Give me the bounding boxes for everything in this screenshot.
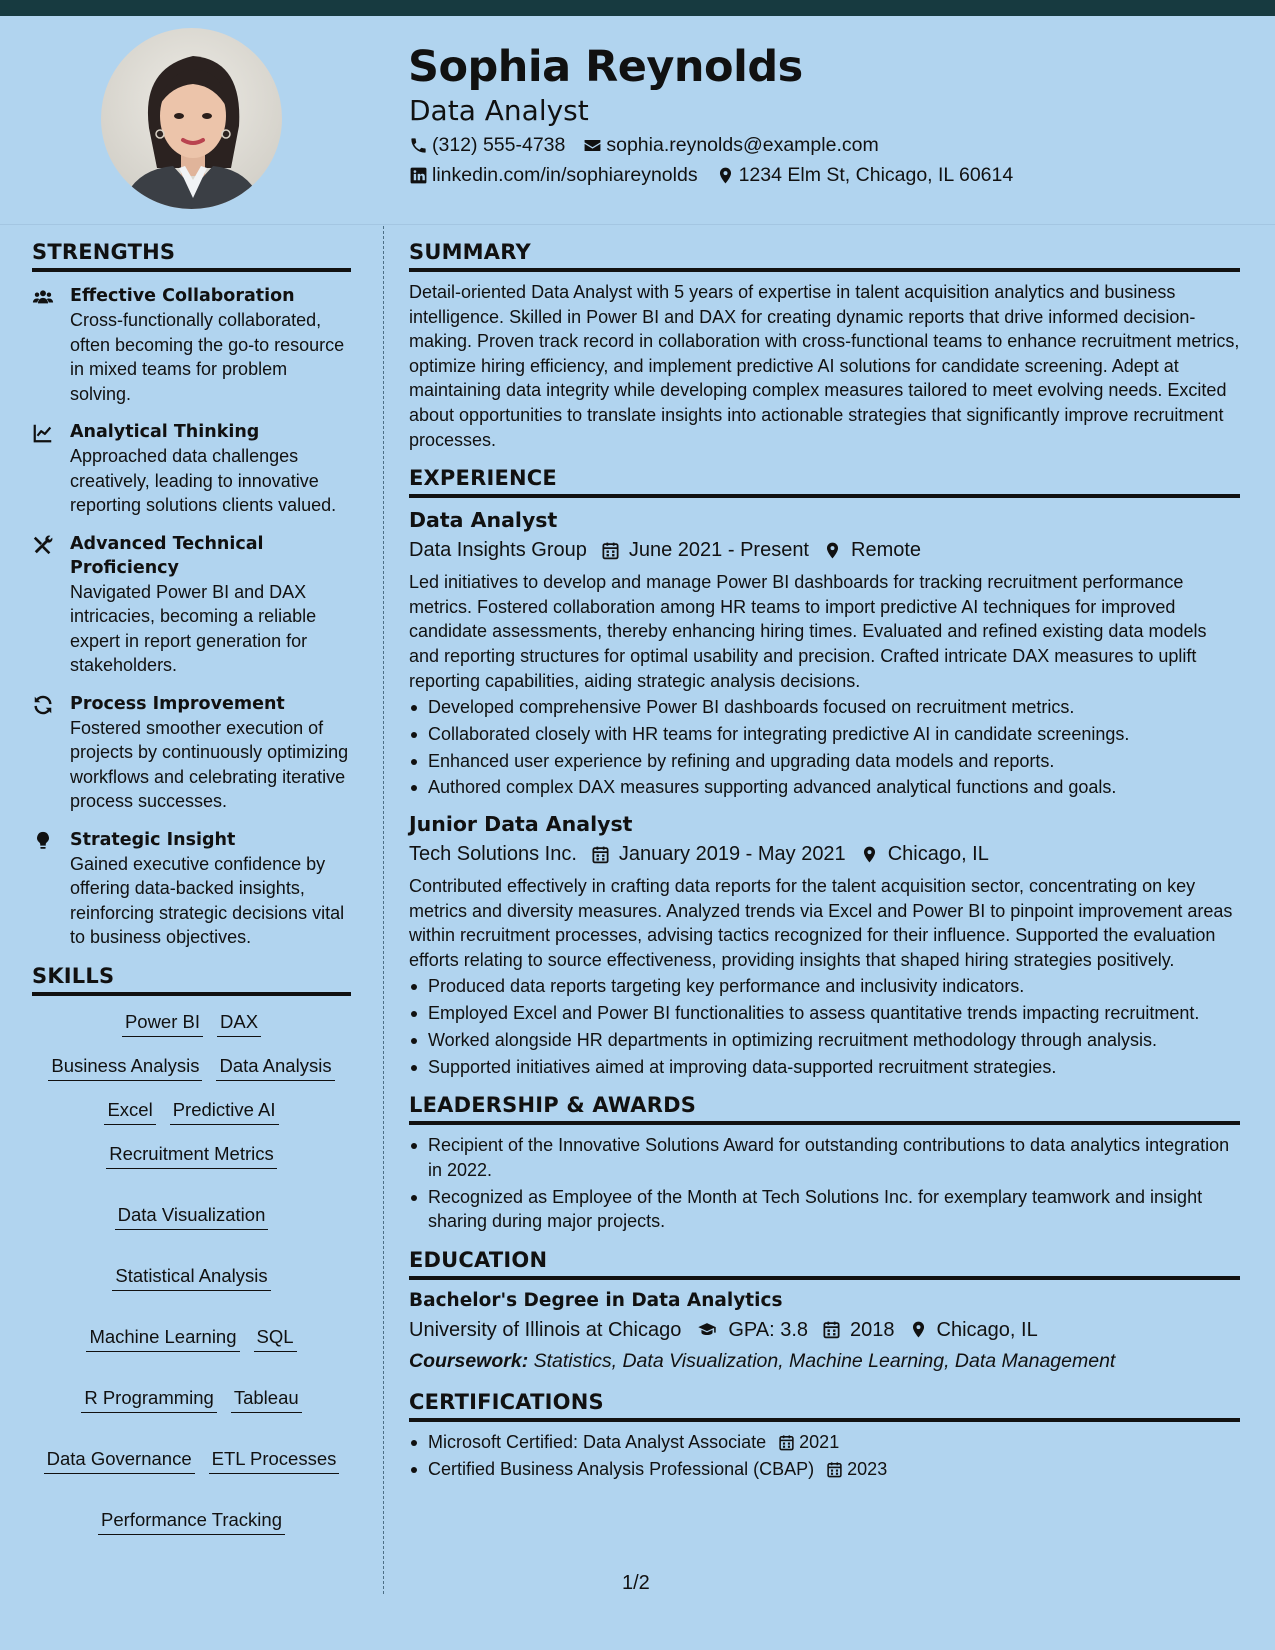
strength-description: Cross-functionally collaborated, often becoming the go-to resource in mixed teams for problem solving. (70, 310, 345, 404)
skills-heading: SKILLS (32, 964, 351, 996)
award-item: Recipient of the Innovative Solutions Award for outstanding contributions to data analytics integration in 2022. (409, 1133, 1240, 1182)
skill-tag: Data Analysis (216, 1054, 334, 1081)
strengths-list (32, 284, 351, 950)
award-item: Recognized as Employee of the Month at Tech Solutions Inc. for exemplary teamwork and insight sharing during major projects. (409, 1185, 1240, 1234)
chart-line-icon (32, 422, 54, 444)
coursework (409, 1346, 1240, 1376)
summary-text: Detail-oriented Data Analyst with 5 years of expertise in talent acquisition analytics and business intelligence. Skilled in Power BI and DAX for creating dynamic reports that drive informed decision-making. Proven track record in collaboration with cross-functional teams to enhance recruitment metrics, optimize hiring efficiency, and implement predictive AI solutions for candidate screening. Adept at maintaining data integrity while developing complex measures tailored to meet evolving needs. Excited about opportunities to translate insights into actionable strategies that significantly improve recruitment processes. (409, 282, 1240, 450)
skill-tag: Data Visualization (115, 1203, 269, 1230)
education-meta (409, 1314, 1240, 1346)
candidate-name: Sophia Reynolds (408, 42, 803, 92)
contact-row-2 (409, 164, 1031, 187)
strength-title: Strategic Insight (70, 829, 236, 850)
bullet-item: Developed comprehensive Power BI dashboards focused on recruitment metrics. (409, 695, 1240, 720)
strength-description: Approached data challenges creatively, leading to innovative reporting solutions clients valued. (70, 446, 337, 515)
certification-item (409, 1430, 1240, 1455)
leadership-list (409, 1133, 1240, 1234)
education-heading: EDUCATION (409, 1248, 1240, 1280)
left-column (32, 240, 351, 1535)
job-meta (409, 534, 1240, 566)
certifications-list (409, 1430, 1240, 1481)
skill-tag: Machine Learning (86, 1325, 239, 1352)
lightbulb-icon (32, 830, 54, 852)
map-marker-icon (909, 1320, 928, 1339)
skill-tag: R Programming (81, 1386, 217, 1413)
certification-name: Certified Business Analysis Professional (CBAP) (428, 1458, 815, 1479)
leadership-heading: LEADERSHIP & AWARDS (409, 1093, 1240, 1125)
skill-tag: Business Analysis (48, 1054, 202, 1081)
job-entry (409, 506, 1240, 800)
bullet-item: Employed Excel and Power BI functionalities to assess quantitative trends impacting recruitment. (409, 1001, 1240, 1026)
bullet-item: Supported initiatives aimed at improving data-supported recruitment strategies. (409, 1055, 1240, 1080)
job-location: Remote (851, 539, 922, 562)
strength-item (32, 420, 351, 518)
strength-title: Process Improvement (70, 693, 285, 714)
linkedin-icon (409, 166, 428, 185)
phone-text: (312) 555-4738 (432, 134, 566, 156)
school-name: University of Illinois at Chicago (409, 1318, 682, 1341)
job-description: Contributed effectively in crafting data reports for the talent acquisition sector, concentrating on key metrics and diversity measures. Analyzed trends via Excel and Power BI to pinpoint improvement areas within recruitment processes, advising tactics recognized for their influence. Supported the evaluation efforts relating to source effectiveness, providing insights that shaped hiring strategies positively. (409, 876, 1233, 970)
users-icon (32, 286, 54, 308)
certification-year: 2021 (799, 1431, 840, 1452)
contact-row-1 (409, 134, 897, 157)
job-role: Junior Data Analyst (409, 812, 633, 837)
bullet-item: Authored complex DAX measures supporting advanced analytical functions and goals. (409, 775, 1240, 800)
job-entry (409, 810, 1240, 1079)
strengths-heading: STRENGTHS (32, 240, 351, 272)
skill-tag: SQL (254, 1325, 297, 1352)
calendar-icon (591, 845, 610, 864)
bullet-item: Collaborated closely with HR teams for integrating predictive AI in candidate screenings. (409, 722, 1240, 747)
gpa: GPA: 3.8 (728, 1318, 809, 1341)
address-contact (716, 164, 1014, 187)
strength-title: Effective Collaboration (70, 286, 295, 306)
job-dates: June 2021 - Present (628, 539, 809, 562)
job-dates: January 2019 - May 2021 (618, 843, 846, 866)
map-marker-icon (860, 845, 879, 864)
job-meta (409, 838, 1240, 870)
certification-name: Microsoft Certified: Data Analyst Associate (428, 1431, 767, 1452)
calendar-icon (601, 541, 620, 560)
graduation-cap-icon (695, 1320, 719, 1339)
job-location: Chicago, IL (887, 843, 989, 866)
skill-tag: Excel (104, 1098, 155, 1125)
certification-item (409, 1457, 1240, 1482)
leadership-section (409, 1093, 1240, 1234)
summary-heading: SUMMARY (409, 240, 1240, 272)
bullet-item: Enhanced user experience by refining and upgrading data models and reports. (409, 749, 1240, 774)
right-column (409, 240, 1240, 1495)
tools-icon (32, 534, 54, 556)
calendar-icon (826, 1461, 843, 1478)
job-company: Tech Solutions Inc. (409, 843, 577, 866)
page-number: 1/2 (622, 1572, 650, 1594)
strength-description: Navigated Power BI and DAX intricacies, becoming a reliable expert in report generation for stakeholders. (70, 581, 317, 675)
email-contact[interactable] (583, 134, 878, 157)
map-marker-icon (823, 541, 842, 560)
degree-title: Bachelor's Degree in Data Analytics (409, 1289, 783, 1311)
job-company: Data Insights Group (409, 539, 587, 562)
skill-tag: ETL Processes (209, 1447, 340, 1474)
coursework-list: Statistics, Data Visualization, Machine Learning, Data Management (533, 1349, 1116, 1372)
sync-icon (32, 694, 54, 716)
profile-photo (101, 28, 282, 209)
envelope-icon (583, 136, 602, 155)
strength-item (32, 284, 351, 406)
job-role: Data Analyst (409, 508, 558, 533)
experience-section (409, 466, 1240, 1079)
skill-tag: Performance Tracking (98, 1508, 285, 1535)
phone-contact (409, 134, 565, 157)
job-description: Led initiatives to develop and manage Power BI dashboards for tracking recruitment performance metrics. Fostered collaboration among HR teams to import predictive AI techniques for improved candidate assessments, thereby enhancing hiring times. Evaluated and refined existing data models and reporting structures for optimal usability and precision. Crafted intricate DAX measures to uplift reporting capabilities, aiding strategic analysis decisions. (409, 572, 1207, 691)
education-section (409, 1248, 1240, 1376)
skills-list (32, 1010, 351, 1535)
calendar-icon (822, 1320, 841, 1339)
summary-section (409, 240, 1240, 452)
experience-heading: EXPERIENCE (409, 466, 1240, 498)
skill-tag: Statistical Analysis (112, 1264, 270, 1291)
email-text[interactable]: sophia.reynolds@example.com (606, 134, 879, 156)
certifications-heading: CERTIFICATIONS (409, 1390, 1240, 1422)
skill-tag: Power BI (122, 1010, 203, 1037)
graduation-year: 2018 (850, 1318, 895, 1341)
address-text: 1234 Elm St, Chicago, IL 60614 (738, 164, 1014, 186)
coursework-label: Coursework: (409, 1349, 529, 1372)
skill-tag: Data Governance (44, 1447, 195, 1474)
certifications-section (409, 1390, 1240, 1481)
top-bar (0, 0, 1275, 16)
bullet-item: Produced data reports targeting key performance and inclusivity indicators. (409, 974, 1240, 999)
strength-item (32, 692, 351, 814)
job-bullets (409, 974, 1240, 1079)
skill-tag: Tableau (231, 1386, 302, 1413)
candidate-title: Data Analyst (409, 94, 589, 127)
skill-tag: Recruitment Metrics (106, 1142, 276, 1169)
calendar-icon (778, 1434, 795, 1451)
strength-item (32, 532, 351, 678)
linkedin-text[interactable]: linkedin.com/in/sophiareynolds (432, 164, 698, 186)
school-location: Chicago, IL (936, 1318, 1038, 1341)
strength-description: Fostered smoother execution of projects by continuously optimizing workflows and celebrating iterative process successes. (70, 717, 349, 811)
skill-tag: Predictive AI (170, 1098, 279, 1125)
column-divider (383, 226, 384, 1594)
job-bullets (409, 695, 1240, 800)
strength-title: Advanced Technical Proficiency (70, 533, 264, 578)
strength-title: Analytical Thinking (70, 422, 260, 442)
map-marker-icon (716, 166, 735, 185)
phone-icon (409, 136, 428, 155)
skill-tag: DAX (217, 1010, 261, 1037)
linkedin-contact[interactable] (409, 164, 698, 187)
certification-year: 2023 (847, 1458, 888, 1479)
strength-item (32, 828, 351, 950)
header-divider (0, 224, 1275, 225)
strength-description: Gained executive confidence by offering data-backed insights, reinforcing strategic decisions vital to business objectives. (70, 853, 345, 947)
bullet-item: Worked alongside HR departments in optimizing recruitment methodology through analysis. (409, 1028, 1240, 1053)
